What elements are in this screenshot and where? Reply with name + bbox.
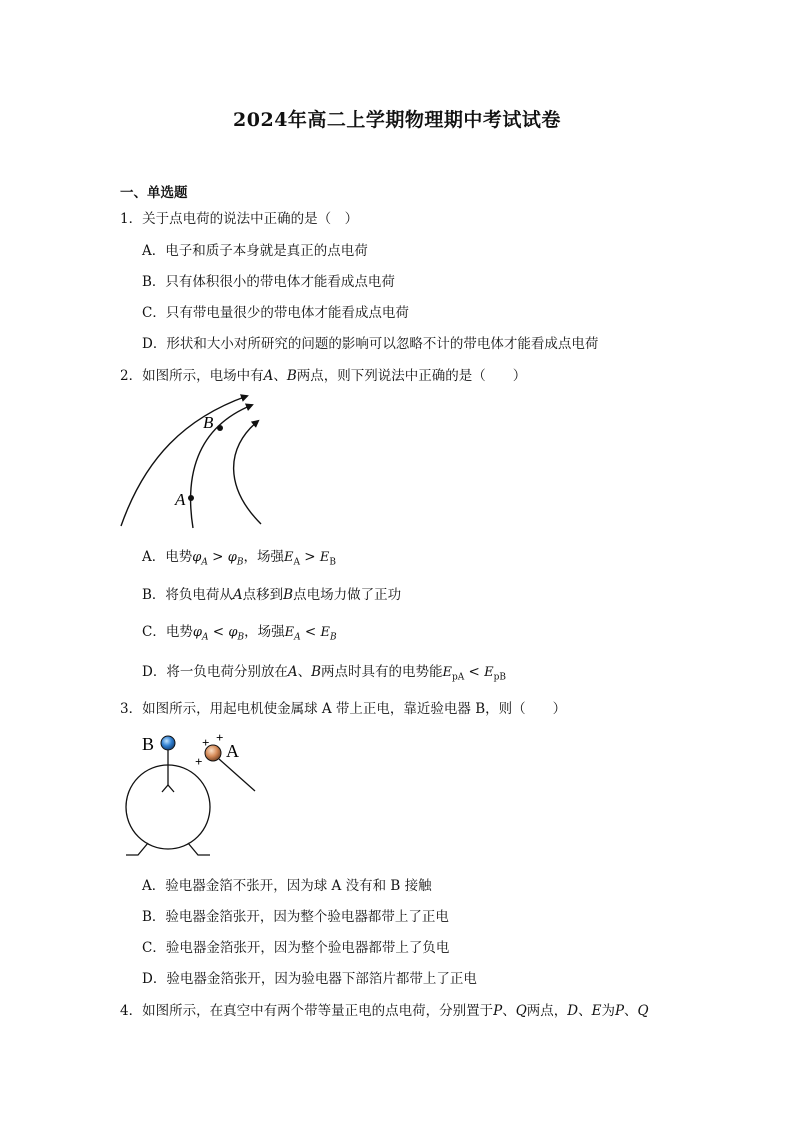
point-var: D: [567, 1003, 579, 1019]
field-line-middle: [191, 405, 252, 528]
sub: B: [330, 632, 337, 643]
charged-sphere-a-label: A: [226, 741, 239, 761]
plus-charge-1: +: [202, 735, 210, 750]
gt: >: [207, 549, 228, 565]
phi-symbol: φ: [227, 550, 237, 565]
electric-field-lines-figure: [115, 388, 275, 533]
electroscope-left-leg: [126, 843, 148, 855]
option-text: 点电场力做了正功: [293, 587, 402, 603]
electroscope-b-label: B: [142, 734, 155, 754]
stem-text: 两点，: [526, 1003, 568, 1019]
e-symbol: E: [319, 550, 330, 565]
option-text: 点移到: [242, 587, 284, 603]
question-1-option-b[interactable]: B．只有体积很小的带电体才能看成点电荷: [142, 274, 395, 290]
phi-symbol: φ: [228, 625, 238, 640]
point-var: P: [614, 1003, 625, 1019]
lt: <: [208, 624, 229, 640]
stem-text: 2．如图所示，电场中有: [120, 368, 264, 384]
e-symbol: E: [484, 665, 494, 680]
sep: 、: [297, 664, 312, 680]
question-1-option-a[interactable]: A．电子和质子本身就是真正的点电荷: [142, 243, 368, 259]
question-4-stem: [120, 999, 649, 1019]
field-line-right: [234, 421, 261, 524]
question-2-option-d[interactable]: [142, 660, 506, 683]
electroscope-figure: [120, 725, 270, 863]
e-symbol: E: [284, 625, 295, 640]
point-a-dot: [188, 495, 194, 501]
point-var: Q: [515, 1003, 527, 1019]
option-text: 两点时具有的电势能: [321, 664, 443, 680]
sub: A: [294, 632, 301, 643]
lt: <: [300, 624, 321, 640]
question-1-option-d[interactable]: D．形状和大小对所研究的问题的影响可以忽略不计的带电体才能看成点电荷: [142, 336, 599, 352]
point-var: A: [232, 587, 243, 603]
sep: 、: [502, 1003, 516, 1019]
sub: pA: [452, 672, 465, 683]
question-1-option-c[interactable]: C．只有带电量很少的带电体才能看成点电荷: [142, 305, 409, 321]
point-b-label: B: [203, 413, 214, 432]
option-text: ，场强: [243, 549, 284, 565]
e-symbol: E: [284, 550, 294, 565]
phi-symbol: φ: [192, 550, 202, 565]
gt: >: [300, 549, 320, 565]
stem-text: 为: [601, 1003, 615, 1019]
sphere-a-insulating-handle: [219, 759, 255, 791]
option-text: B．将负电荷从: [142, 587, 233, 603]
sep: 、: [578, 1003, 592, 1019]
question-2-stem: [120, 364, 526, 384]
section-heading: 一、单选题: [120, 185, 188, 201]
option-text: C．电势: [142, 624, 193, 640]
question-1-stem: 1．关于点电荷的说法中正确的是（ ）: [120, 211, 359, 227]
point-var: B: [283, 587, 294, 603]
stem-text: 4．如图所示，在真空中有两个带等量正电的点电荷，分别置于: [120, 1003, 494, 1019]
point-a-label: A: [175, 490, 186, 509]
sep: 、: [624, 1003, 638, 1019]
point-b-var: B: [286, 368, 297, 384]
sub: A: [293, 557, 300, 568]
question-3-option-b[interactable]: B．验电器金箔张开，因为整个验电器都带上了正电: [142, 909, 449, 925]
page-title: 2024年高二上学期物理期中考试试卷: [233, 109, 561, 131]
e-symbol: E: [442, 665, 452, 680]
sub: B: [236, 557, 244, 568]
lt: <: [464, 664, 485, 680]
point-var: P: [493, 1003, 503, 1019]
sub: pB: [493, 672, 507, 683]
question-3-option-c[interactable]: C．验电器金箔张开，因为整个验电器都带上了负电: [142, 940, 450, 956]
option-text: A．电势: [142, 549, 193, 565]
phi-symbol: φ: [192, 625, 202, 640]
electroscope-right-leg: [188, 843, 210, 855]
sub: A: [201, 557, 208, 568]
sub: B: [237, 632, 245, 643]
question-2-option-a[interactable]: [142, 545, 336, 568]
option-text: D．将一负电荷分别放在: [142, 664, 288, 680]
plus-charge-3: +: [195, 754, 203, 769]
question-3-stem: 3．如图所示，用起电机使金属球 A 带上正电，靠近验电器 B，则（ ）: [120, 701, 567, 717]
plus-charge-2: +: [216, 730, 224, 745]
e-symbol: E: [320, 625, 330, 640]
point-b-dot: [217, 425, 223, 431]
question-2-option-c[interactable]: [142, 620, 337, 643]
question-2-option-b[interactable]: [142, 583, 401, 603]
electroscope-sphere-b: [161, 736, 175, 750]
sep: 、: [273, 368, 287, 384]
option-text: ，场强: [244, 624, 285, 640]
question-3-option-a[interactable]: A．验电器金箔不张开，因为球 A 没有和 B 接触: [142, 878, 432, 894]
electroscope-leaves: [162, 785, 174, 792]
point-var: A: [287, 664, 298, 680]
point-var: B: [311, 664, 321, 680]
point-var: Q: [637, 1003, 649, 1019]
question-3-option-d[interactable]: D．验电器金箔张开，因为验电器下部箔片都带上了正电: [142, 971, 477, 987]
stem-text: 两点，则下列说法中正确的是（ ）: [296, 368, 527, 384]
sub: B: [329, 557, 337, 568]
sub: A: [201, 632, 209, 643]
point-var: E: [591, 1003, 602, 1019]
point-a-var: A: [263, 368, 274, 384]
